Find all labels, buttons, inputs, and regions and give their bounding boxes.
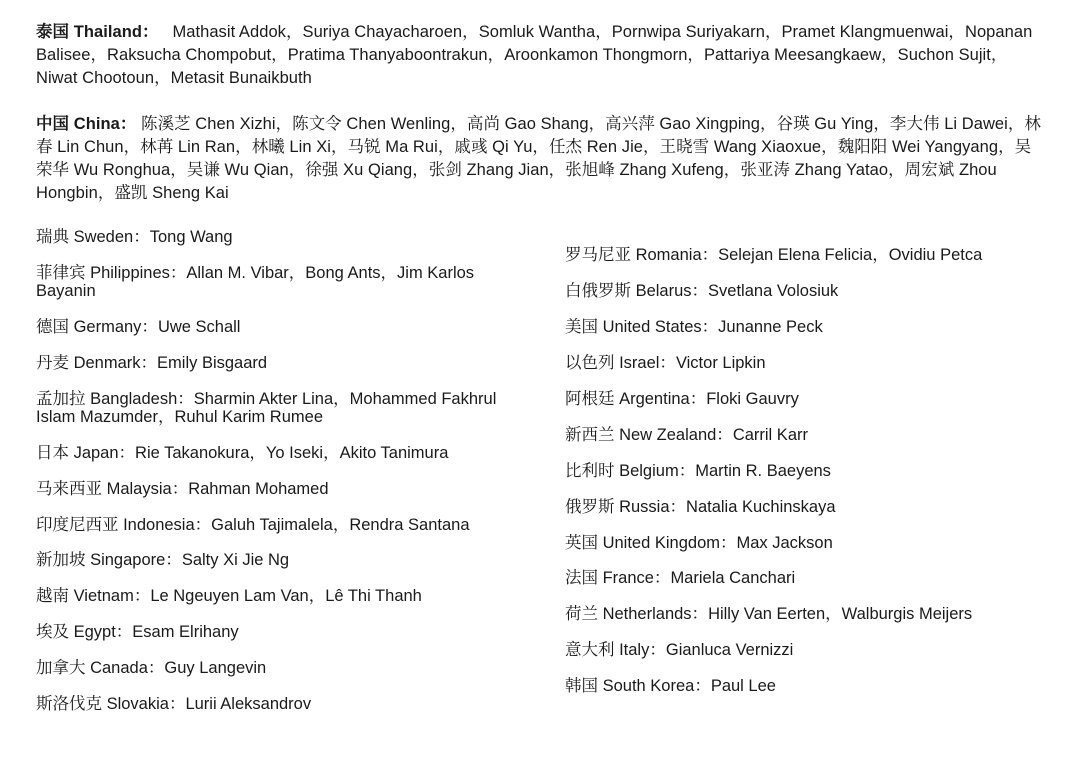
artist-names: Sharmin Akter Lina，Mohammed Fakhrul Islam Mazumder，Ruhul Karim Rumee xyxy=(36,390,497,426)
list-item xyxy=(36,480,536,498)
country-label: 新加坡 Singapore： xyxy=(36,551,182,569)
list-item xyxy=(565,390,1065,408)
country-label: 阿根廷 Argentina： xyxy=(565,390,707,408)
list-item xyxy=(565,534,1065,552)
list-item xyxy=(36,659,536,677)
artist-names: Guy Langevin xyxy=(164,659,267,677)
artist-names: Lurii Aleksandrov xyxy=(185,695,312,713)
list-item xyxy=(565,605,1065,623)
artist-names: Hilly Van Eerten，Walburgis Meijers xyxy=(708,605,973,623)
list-item xyxy=(565,354,1065,372)
country-label: 英国 United Kingdom： xyxy=(565,534,737,552)
list-item xyxy=(565,569,1065,587)
china-block xyxy=(36,113,1046,205)
country-label: 美国 United States： xyxy=(565,318,719,336)
country-label: 比利时 Belgium： xyxy=(565,462,696,480)
list-item xyxy=(36,695,536,713)
list-item xyxy=(36,444,536,462)
country-label: 德国 Germany： xyxy=(36,318,158,336)
country-label: 荷兰 Netherlands： xyxy=(565,605,709,623)
artist-names: Gianluca Vernizzi xyxy=(665,641,794,659)
country-label: 越南 Vietnam： xyxy=(36,587,151,605)
country-label: 丹麦 Denmark： xyxy=(36,354,158,372)
artist-names: Mariela Canchari xyxy=(670,569,796,587)
artist-names: Carril Karr xyxy=(732,426,808,444)
list-item xyxy=(36,551,536,569)
country-label: 加拿大 Canada： xyxy=(36,659,165,677)
artist-names: Paul Lee xyxy=(710,677,776,695)
country-label: 印度尼西亚 Indonesia： xyxy=(36,516,212,534)
artist-names: Rie Takanokura，Yo Iseki，Akito Tanimura xyxy=(135,444,449,462)
country-label: 罗马尼亚 Romania： xyxy=(565,246,719,264)
country-label: 法国 France： xyxy=(565,569,671,587)
country-label: 俄罗斯 Russia： xyxy=(565,498,687,516)
artist-names: Emily Bisgaard xyxy=(157,354,268,372)
artist-names: Victor Lipkin xyxy=(675,354,766,372)
country-label: 韩国 South Korea： xyxy=(565,677,711,695)
list-item xyxy=(36,354,536,372)
list-item xyxy=(36,516,536,534)
artist-names: Floki Gauvry xyxy=(706,390,799,408)
list-item xyxy=(565,282,1065,300)
country-label: 孟加拉 Bangladesh： xyxy=(36,390,194,408)
artist-names: 陈溪芝 Chen Xizhi，陈文令 Chen Wenling，高尚 Gao Shang，高兴萍 Gao Xingping，谷瑛 Gu Ying，李大伟 Li Dawei，林春 Lin Chun，林苒 Lin Ran，林曦 Lin Xi，马锐 Ma Rui，戚彧 Qi Yu，任杰 Ren Jie，王晓雪 Wang Xiaoxue，魏阳阳 Wei Yangyang，吴荣华 Wu Ronghua，吴谦 Wu Qian，徐强 Xu Qiang，张剑 Zhang Jian，张旭峰 Zhang Xufeng，张亚涛 Zhang Yatao，周宏斌 Zhou Hongbin，盛凯 Sheng Kai xyxy=(36,115,1041,202)
list-item xyxy=(36,318,536,336)
list-item xyxy=(565,246,1065,264)
country-label: 瑞典 Sweden： xyxy=(36,228,150,246)
country-label: 白俄罗斯 Belarus： xyxy=(565,282,709,300)
artist-names: Martin R. Baeyens xyxy=(695,462,831,480)
artist-names: Mathasit Addok，Suriya Chayacharoen，Somluk Wantha，Pornwipa Suriyakarn，Pramet Klangmuenwai，Nopanan Balisee，Raksucha Chompobut，Pratima Thanyaboontrakun，Aroonkamon Thongmorn，Pattariya Meesangkaew，Suchon Sujit，Niwat Chootoun，Metasit Bunaikbuth xyxy=(36,23,1033,87)
list-item xyxy=(36,587,536,605)
artist-names: Natalia Kuchinskaya xyxy=(686,498,836,516)
artist-names: Uwe Schall xyxy=(157,318,241,336)
country-label: 日本 Japan： xyxy=(36,444,136,462)
list-item xyxy=(36,264,536,300)
list-item xyxy=(565,677,1065,695)
list-item xyxy=(36,390,536,426)
list-item xyxy=(565,318,1065,336)
artist-names: Allan M. Vibar，Bong Ants，Jim Karlos Bayanin xyxy=(36,264,475,300)
artist-names: Esam Elrihany xyxy=(132,623,239,641)
country-label: 以色列 Israel： xyxy=(565,354,676,372)
country-label: 埃及 Egypt： xyxy=(36,623,133,641)
country-label: 新西兰 New Zealand： xyxy=(565,426,733,444)
list-item xyxy=(36,228,536,246)
artist-names: Svetlana Volosiuk xyxy=(708,282,839,300)
country-label: 马来西亚 Malaysia： xyxy=(36,480,189,498)
artist-names: Rahman Mohamed xyxy=(188,480,329,498)
country-label: 菲律宾 Philippines： xyxy=(36,264,187,282)
list-item xyxy=(565,498,1065,516)
list-item xyxy=(36,623,536,641)
country-label: 泰国 Thailand： xyxy=(36,23,159,41)
list-item xyxy=(565,462,1065,480)
list-item xyxy=(565,641,1065,659)
list-item xyxy=(565,426,1065,444)
country-label: 意大利 Italy： xyxy=(565,641,666,659)
artist-names: Tong Wang xyxy=(149,228,233,246)
artist-names: Galuh Tajimalela，Rendra Santana xyxy=(211,516,470,534)
artist-names: Salty Xi Jie Ng xyxy=(181,551,290,569)
artist-names: Max Jackson xyxy=(736,534,833,552)
artist-names: Junanne Peck xyxy=(718,318,823,336)
thailand-block xyxy=(36,21,1046,90)
artist-names: Le Ngeuyen Lam Van，Lê Thi Thanh xyxy=(150,587,422,605)
country-label: 中国 China： xyxy=(36,115,137,133)
artist-names: Selejan Elena Felicia，Ovidiu Petca xyxy=(718,246,983,264)
country-label: 斯洛伐克 Slovakia： xyxy=(36,695,186,713)
